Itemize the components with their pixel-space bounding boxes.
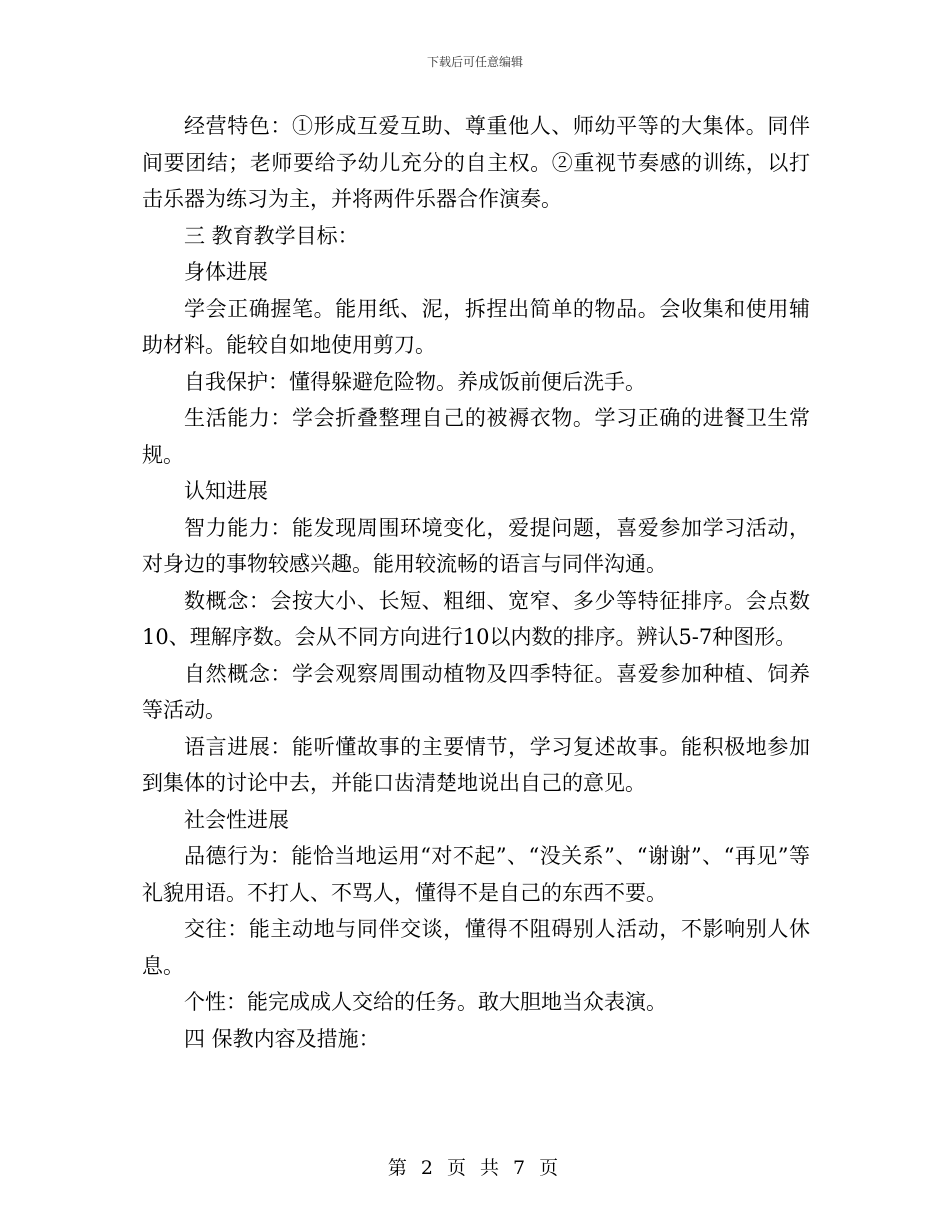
paragraph-intellectual-ability: 智力能力：能发现周围环境变化，爱提问题，喜爱参加学习活动，对身边的事物较感兴趣。能用较流畅的语言与同伴沟通。 bbox=[142, 515, 810, 576]
paragraph-fine-motor: 学会正确握笔。能用纸、泥，拆捏出简单的物品。会收集和使用辅助材料。能较自如地使用剪刀。 bbox=[142, 296, 810, 357]
heading-education-goals: 三 教育教学目标： bbox=[184, 223, 359, 248]
page-header: 下载后可任意编辑 bbox=[426, 55, 523, 69]
paragraph-moral-behavior: 品德行为：能恰当地运用“对不起”、“没关系”、“谢谢”、“再见”等礼貌用语。不打人、不骂人，懂得不是自己的东西不要。 bbox=[142, 844, 810, 905]
paragraph-operating-features: 经营特色：①形成互爱互助、尊重他人、师幼平等的大集体。同伴间要团结；老师要给予幼儿充分的自主权。②重视节奏感的训练，以打击乐器为练习为主，并将两件乐器合作演奏。 bbox=[142, 114, 810, 211]
paragraph-number-concepts: 数概念：会按大小、长短、粗细、宽窄、多少等特征排序。会点数10、理解序数。会从不同方向进行10以内数的排序。辨认5-7种图形。 bbox=[142, 588, 810, 649]
paragraph-life-skills: 生活能力：学会折叠整理自己的被褥衣物。学习正确的进餐卫生常规。 bbox=[142, 406, 810, 467]
paragraph-self-protection: 自我保护：懂得躲避危险物。养成饭前便后洗手。 bbox=[184, 369, 646, 394]
paragraph-nature-concepts: 自然概念：学会观察周围动植物及四季特征。喜爱参加种植、饲养等活动。 bbox=[142, 661, 810, 722]
heading-care-content: 四 保教内容及措施： bbox=[184, 1026, 380, 1051]
paragraph-language-development: 语言进展：能听懂故事的主要情节，学习复述故事。能积极地参加到集体的讨论中去，并能口齿清楚地说出自己的意见。 bbox=[142, 734, 810, 795]
subheading-social-development: 社会性进展 bbox=[184, 807, 289, 832]
subheading-cognitive-development: 认知进展 bbox=[184, 479, 268, 503]
subheading-physical-development: 身体进展 bbox=[184, 260, 268, 284]
paragraph-personality: 个性：能完成成人交给的任务。敢大胆地当众表演。 bbox=[184, 990, 667, 1014]
page-number: 第 2 页 共 7 页 bbox=[387, 1157, 563, 1179]
paragraph-communication: 交往：能主动地与同伴交谈，懂得不阻碍别人活动，不影响别人休息。 bbox=[142, 917, 810, 978]
document-body bbox=[142, 108, 810, 1057]
